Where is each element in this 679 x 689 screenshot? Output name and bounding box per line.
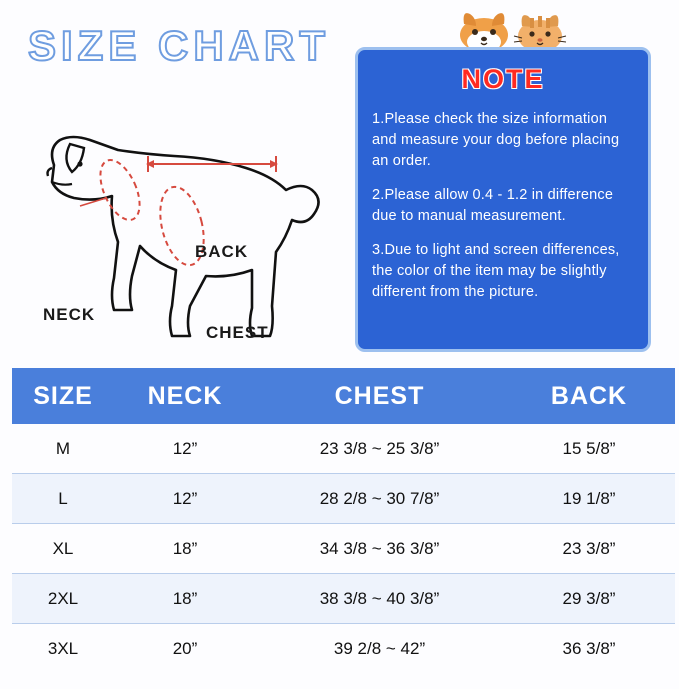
cell-neck: 12” (114, 424, 256, 474)
label-neck: NECK (43, 305, 96, 324)
note-item-1: 1.Please check the size information and measure your dog before placing an order. (372, 111, 620, 169)
mascot-group (452, 2, 572, 52)
table-row (12, 624, 675, 674)
cell-neck: 18” (114, 524, 256, 574)
label-chest: CHEST (206, 323, 269, 342)
header-neck: NECK (114, 368, 256, 424)
cell-neck: 20” (172, 638, 198, 658)
note-box (355, 47, 651, 352)
table-header-row (12, 368, 675, 424)
size-table (12, 368, 675, 673)
cell-chest: 38 3/8 ~ 40 3/8” (256, 574, 503, 624)
cell-back: 36 3/8” (562, 638, 616, 658)
cell-back: 19 1/8” (503, 474, 675, 524)
page-title: SIZE CHART (28, 22, 330, 69)
mascot-svg (452, 2, 572, 52)
cell-chest: 23 3/8 ~ 25 3/8” (256, 424, 503, 474)
note-heading: NOTE (461, 64, 545, 94)
cell-neck: 18” (114, 574, 256, 624)
dog-diagram (14, 110, 344, 355)
neck-measure-line (92, 154, 147, 225)
cell-size: 2XL (12, 574, 114, 624)
cell-chest: 34 3/8 ~ 36 3/8” (256, 524, 503, 574)
cell-size: M (12, 424, 114, 474)
table-row (12, 424, 675, 474)
header-size: SIZE (12, 368, 114, 424)
cell-back: 15 5/8” (503, 424, 675, 474)
table-row (12, 474, 675, 524)
cell-neck: 12” (114, 474, 256, 524)
cell-size: L (12, 474, 114, 524)
note-item-3: 3.Due to light and screen differences, the color of the item may be slightly different from the picture. (372, 242, 620, 300)
label-back: BACK (195, 242, 249, 261)
note-item-2: 2.Please allow 0.4 - 1.2 in difference due to manual measurement. (372, 187, 614, 224)
cell-size: XL (12, 524, 114, 574)
cell-chest: 28 2/8 ~ 30 7/8” (256, 474, 503, 524)
cell-size: 3XL (47, 638, 79, 658)
header-chest: CHEST (256, 368, 503, 424)
table-row (12, 524, 675, 574)
cell-back: 23 3/8” (503, 524, 675, 574)
header-back: BACK (503, 368, 675, 424)
table-row (12, 574, 675, 624)
cell-back: 29 3/8” (503, 574, 675, 624)
cell-chest: 39 2/8 ~ 42” (333, 638, 426, 658)
